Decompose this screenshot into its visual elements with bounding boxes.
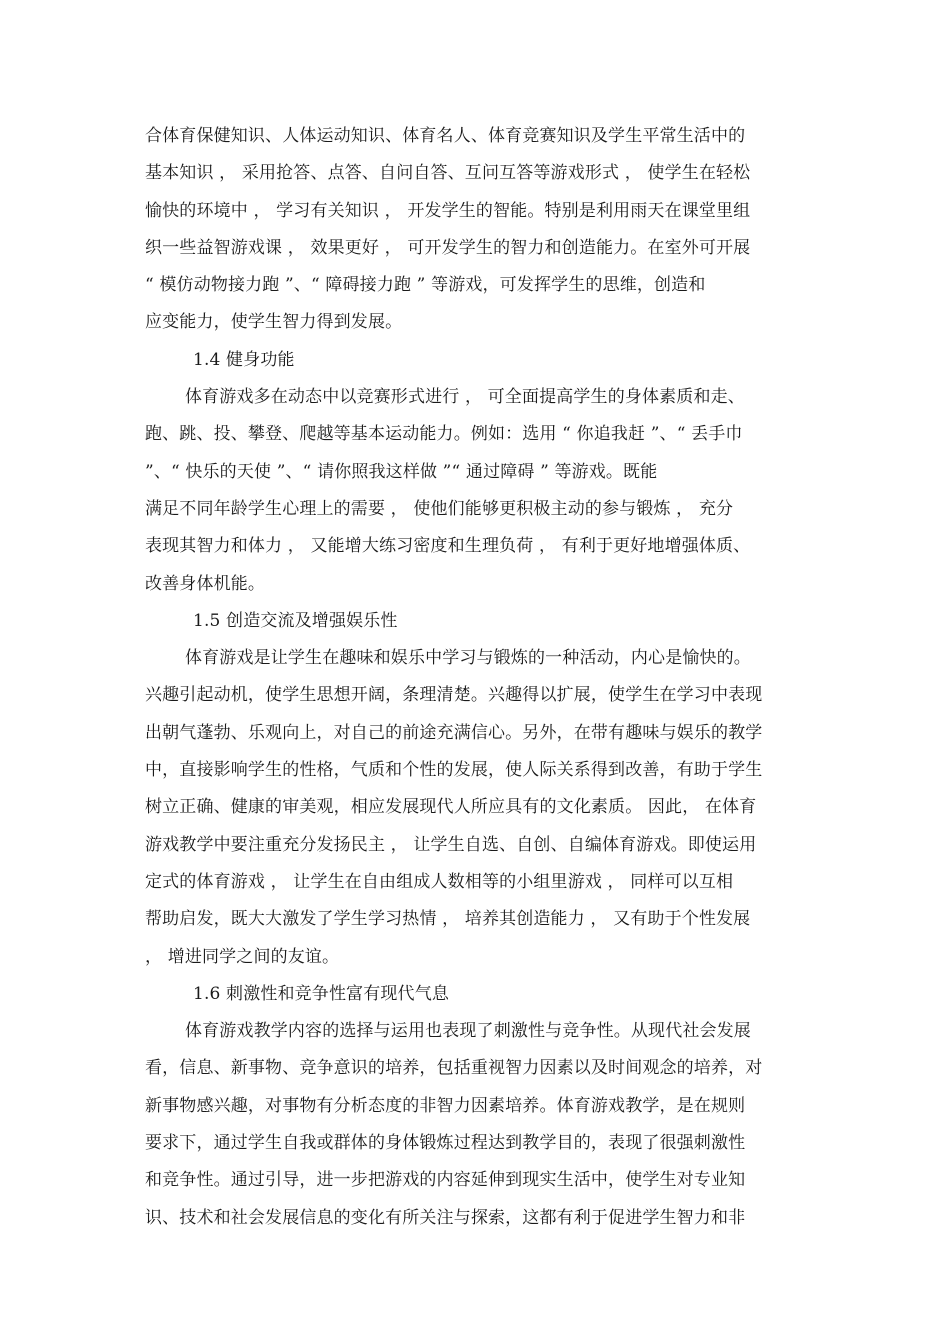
text-line: “ 模仿动物接力跑 ”、“ 障碍接力跑 ” 等游戏，可发挥学生的思维，创造和 xyxy=(145,275,706,296)
text-line: 表现其智力和体力 ， 又能增大练习密度和生理负荷 ， 有利于更好地增强体质、 xyxy=(145,536,751,557)
text-line: 愉快的环境中 ， 学习有关知识 ， 开发学生的智能。特别是利用雨天在课堂里组 xyxy=(145,200,751,221)
text-line: 体育游戏多在动态中以竞赛形式进行 ， 可全面提高学生的身体素质和走、 xyxy=(185,387,745,408)
text-line: 兴趣引起动机，使学生思想开阔，条理清楚。兴趣得以扩展，使学生在学习中表现 xyxy=(145,685,763,706)
text-line: 定式的体育游戏 ， 让学生在自由组成人数相等的小组里游戏 ， 同样可以互相 xyxy=(145,871,734,892)
text-line: 织一些益智游戏课 ， 效果更好 ， 可开发学生的智力和创造能力。在室外可开展 xyxy=(145,237,751,258)
document-body xyxy=(145,118,817,1237)
text-line: 体育游戏是让学生在趣味和娱乐中学习与锻炼的一种活动，内心是愉快的。 xyxy=(185,648,751,669)
text-line: 跑、跳、投、攀登、爬越等基本运动能力。例如：选用 “ 你追我赶 ”、“ 丢手巾 xyxy=(145,424,743,445)
text-line: 树立正确、健康的审美观，相应发展现代人所应具有的文化素质。 因此， 在体育 xyxy=(145,797,757,818)
section-heading: 1.6 刺激性和竞争性富有现代气息 xyxy=(193,983,449,1004)
section-heading: 1.5 创造交流及增强娱乐性 xyxy=(193,610,398,631)
text-line: 游戏教学中要注重充分发扬民主 ， 让学生自选、自创、自编体育游戏。即使运用 xyxy=(145,834,757,855)
text-line: 出朝气蓬勃、乐观向上，对自己的前途充满信心。另外，在带有趣味与娱乐的教学 xyxy=(145,722,763,743)
text-line: 要求下，通过学生自我或群体的身体锻炼过程达到教学目的，表现了很强刺激性 xyxy=(145,1133,746,1154)
text-line: 合体育保健知识、人体运动知识、体育名人、体育竞赛知识及学生平常生活中的 xyxy=(145,126,746,146)
text-line: 识、技术和社会发展信息的变化有所关注与探索，这都有利于促进学生智力和非 xyxy=(145,1207,746,1228)
text-line: 基本知识 ， 采用抢答、点答、自问自答、互问互答等游戏形式 ， 使学生在轻松 xyxy=(145,163,751,184)
section-heading: 1.4 健身功能 xyxy=(193,349,295,370)
text-line: 新事物感兴趣，对事物有分析态度的非智力因素培养。体育游戏教学，是在规则 xyxy=(145,1095,746,1116)
text-line: 看，信息、新事物、竞争意识的培养，包括重视智力因素以及时间观念的培养，对 xyxy=(145,1058,763,1079)
text-line: 改善身体机能。 xyxy=(145,573,266,594)
text-line: 体育游戏教学内容的选择与运用也表现了刺激性与竞争性。从现代社会发展 xyxy=(185,1021,751,1042)
text-line: 帮助启发，既大大激发了学生学习热情 ， 培养其创造能力 ， 又有助于个性发展 xyxy=(145,909,751,930)
text-line: 应变能力，使学生智力得到发展。 xyxy=(145,312,403,333)
text-line: 满足不同年龄学生心理上的需要 ， 使他们能够更积极主动的参与锻炼 ， 充分 xyxy=(145,498,734,519)
text-line: ”、“ 快乐的天使 ”、“ 请你照我这样做 ”“ 通过障碍 ” 等游戏。既能 xyxy=(145,461,658,482)
text-line: 中，直接影响学生的性格，气质和个性的发展，使人际关系得到改善，有助于学生 xyxy=(145,760,763,781)
text-line: 和竞争性。通过引导，进一步把游戏的内容延伸到现实生活中，使学生对专业知 xyxy=(145,1170,746,1191)
text-line: ， 增进同学之间的友谊。 xyxy=(145,946,340,967)
